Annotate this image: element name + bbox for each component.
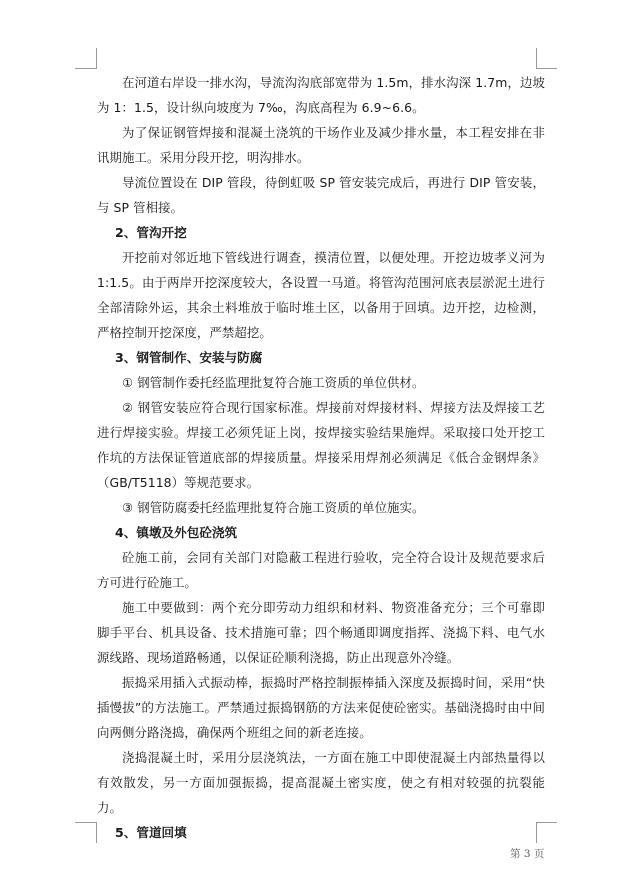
paragraph: 开挖前对邻近地下管线进行调查，摸清位置，以便处理。开挖边坡孝义河为 1:1.5。由于两岸开挖深度较大，各设置一马道。将管沟范围河底表层淤泥土进行全部清除外运，其余土料堆放于临时堆土区，以备用于回填。边开挖，边检测，严格控制开挖深度，严禁超挖。	[97, 250, 545, 340]
paragraph: 为了保证钢管焊接和混凝土浇筑的干场作业及减少排水量，本工程安排在非讯期施工。采用分段开挖，明沟排水。	[97, 125, 545, 165]
section-heading: 3、钢管制作、安装与防腐	[115, 350, 263, 365]
section-heading: 5、管道回填	[115, 825, 187, 840]
crop-mark	[536, 68, 557, 69]
paragraph: 振捣采用插入式振动棒，振捣时严格控制振棒插入深度及振捣时间，采用“快插慢拔”的方法施工。严禁通过振捣钢筋的方法来促使砼密实。基础浇捣时由中间向两侧分路浇捣，确保两个班组之间的新老连接。	[97, 675, 545, 740]
paragraph: ① 钢管制作委托经监理批复符合施工资质的单位供材。	[122, 375, 425, 390]
section-heading: 4、镇墩及外包砼浇筑	[115, 525, 238, 540]
paragraph: 施工中要做到：两个充分即劳动力组织和材料、物资准备充分；三个可靠即脚手平台、机具设备、技术措施可靠；四个畅通即调度指挥、浇捣下料、电气水源线路、现场道路畅通，以保证砼顺利浇捣，防止出现意外冷缝。	[97, 600, 545, 665]
paragraph: ② 钢管安装应符合现行国家标准。焊接前对焊接材料、焊接方法及焊接工艺进行焊接实验。焊接工必须凭证上岗，按焊接实验结果施焊。采取接口处开挖工作坑的方法保证管道底部的焊接质量。焊接采用焊剂必须满足《低合金钢焊条》（GB/T5118）等规范要求。	[97, 400, 545, 490]
paragraph: 浇捣混凝土时，采用分层浇筑法，一方面在施工中即使混凝土内部热量得以有效散发，另一方面加强振捣，提高混凝土密实度，使之有相对较强的抗裂能力。	[97, 750, 545, 815]
paragraph: ③ 钢管防腐委托经监理批复符合施工资质的单位施实。	[122, 500, 425, 515]
crop-mark	[536, 48, 537, 69]
crop-mark	[75, 822, 96, 823]
paragraph: 导流位置设在 DIP 管段，待倒虹吸 SP 管安装完成后，再进行 DIP 管安装，与 SP 管相接。	[97, 175, 545, 215]
document-body	[97, 70, 545, 845]
crop-mark	[75, 68, 96, 69]
crop-mark	[96, 48, 97, 69]
paragraph: 砼施工前，会同有关部门对隐蔽工程进行验收，完全符合设计及规范要求后方可进行砼施工。	[97, 550, 545, 590]
section-heading: 2、管沟开挖	[115, 225, 187, 240]
page-number: 第 3 页	[510, 848, 545, 860]
paragraph: 在河道右岸设一排水沟，导流沟沟底部宽带为 1.5m，排水沟深 1.7m，边坡为 1：1.5，设计纵向坡度为 7‰，沟底高程为 6.9~6.6。	[97, 75, 545, 115]
